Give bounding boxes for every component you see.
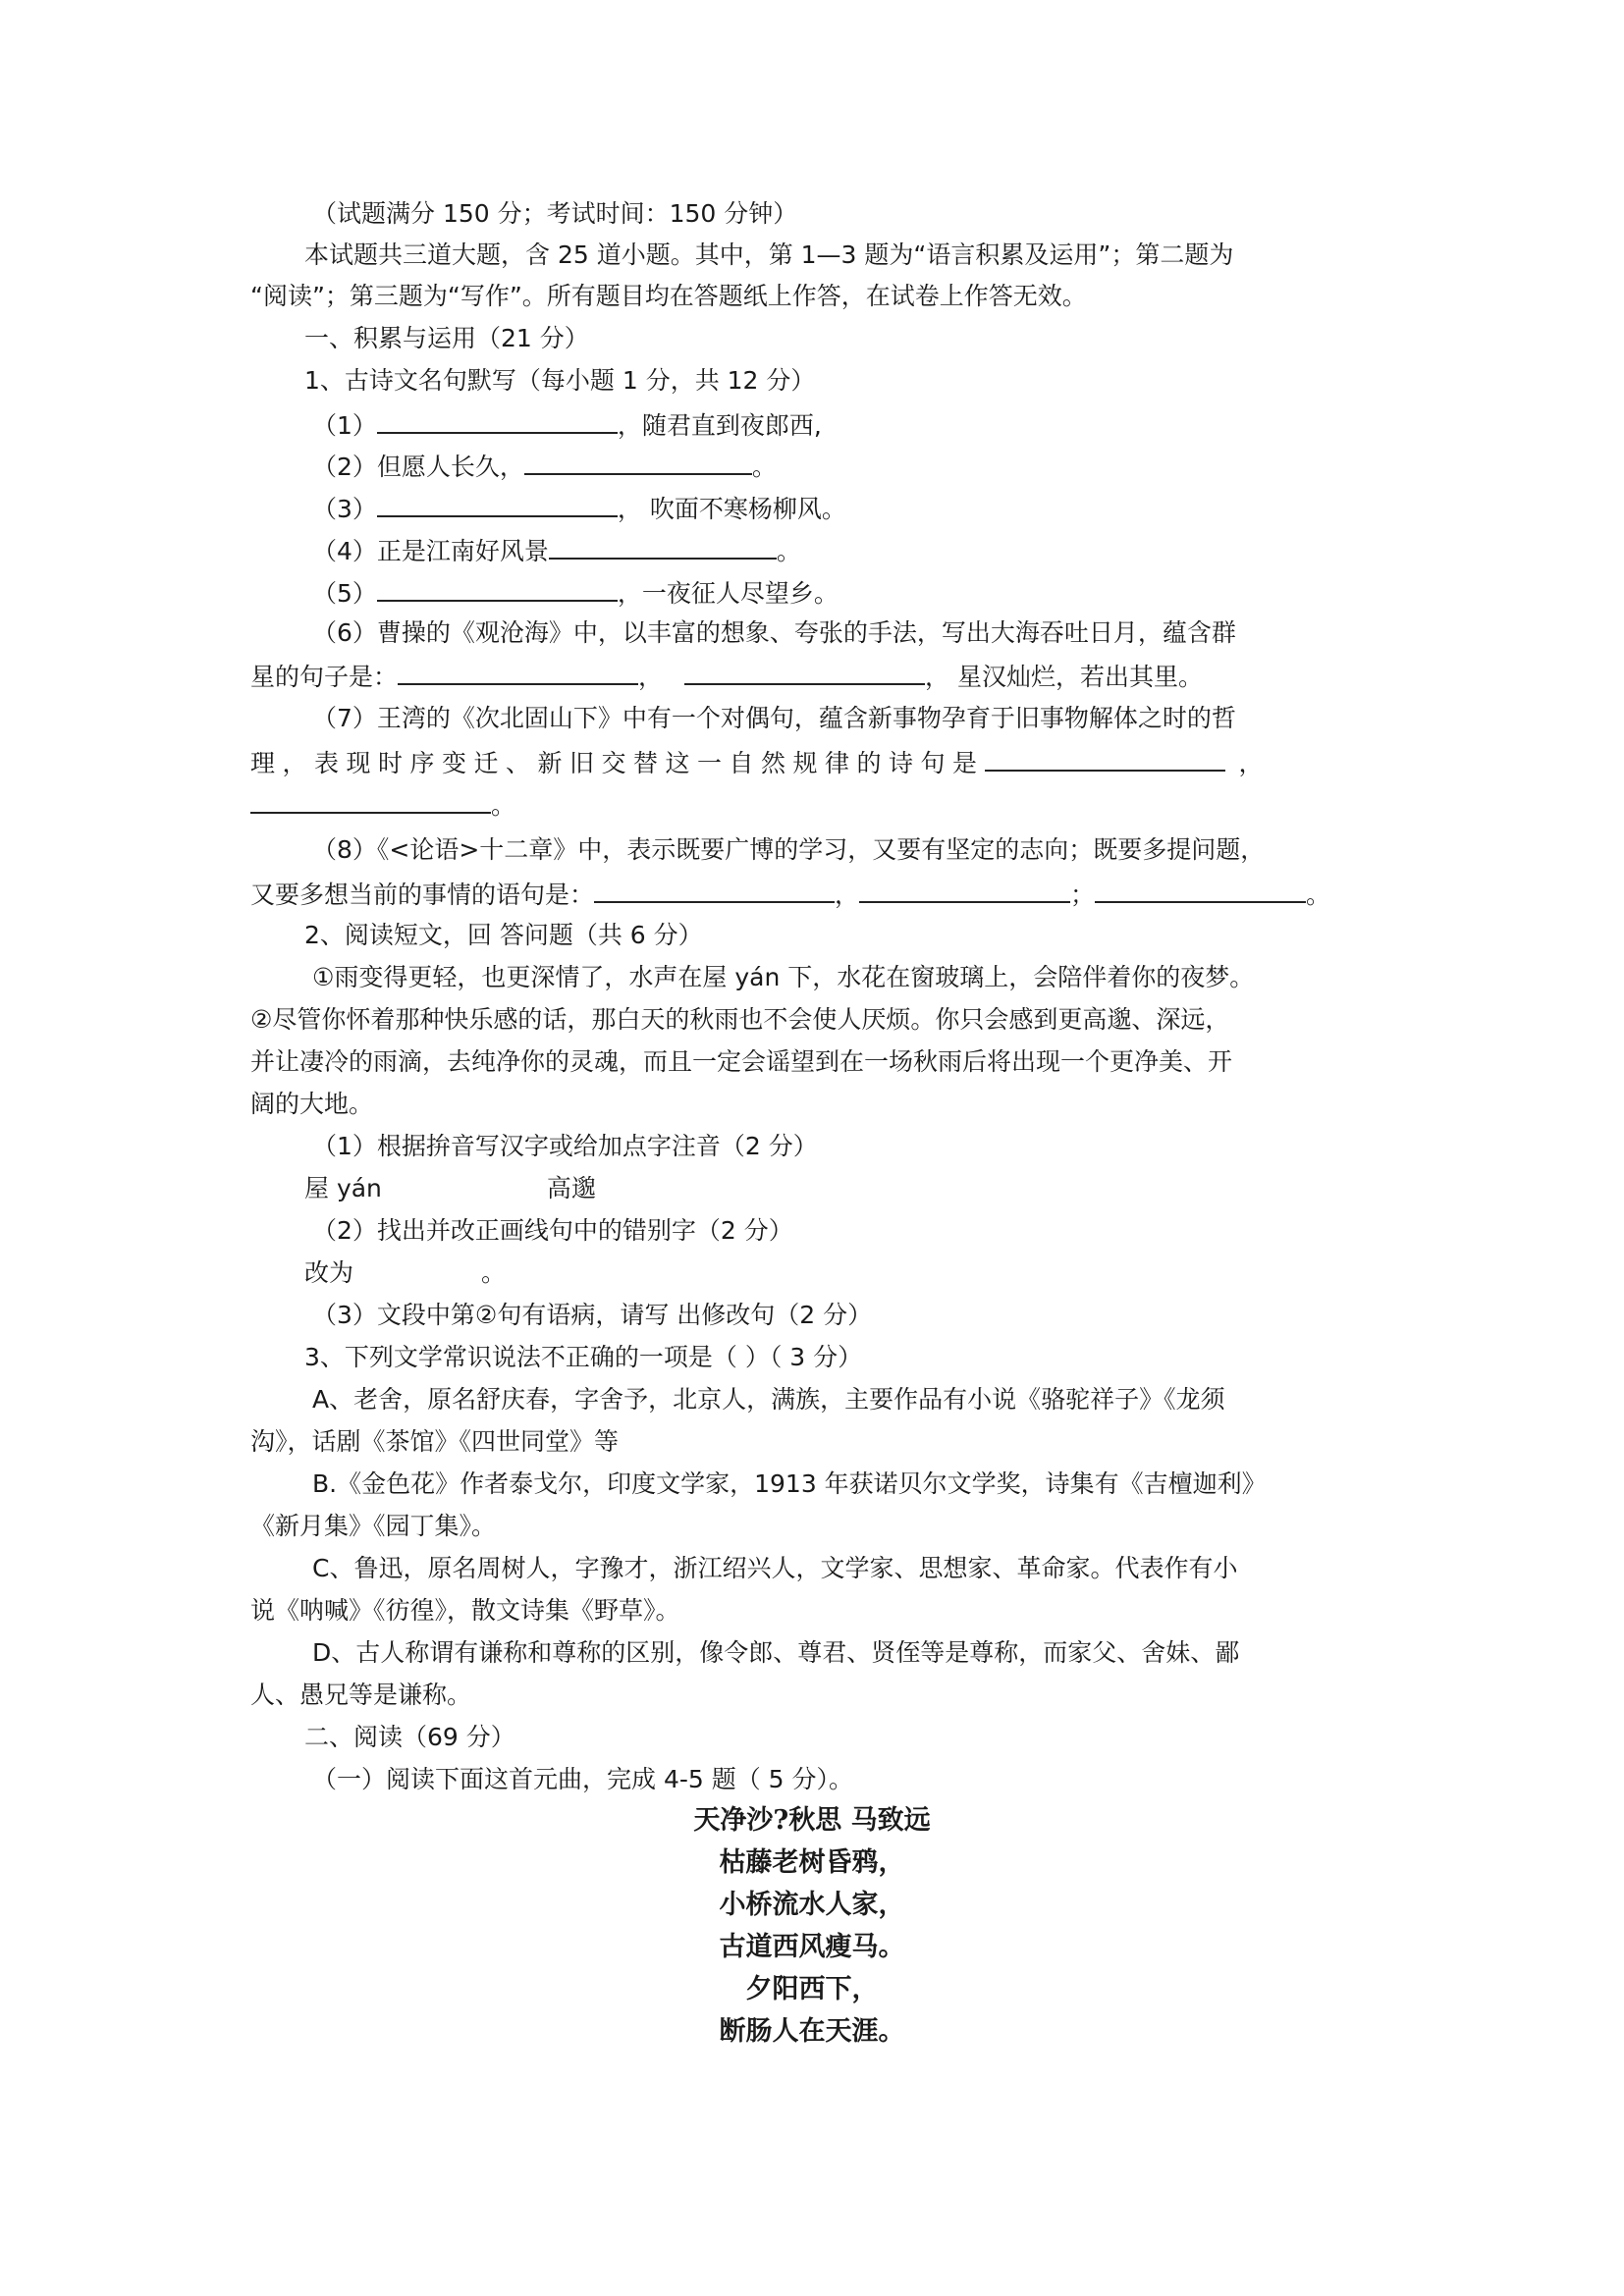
q2-sub-3: （3）文段中第②句有语病，请写 出修改句（2 分）	[312, 1301, 873, 1329]
q1-item-8-semicolon: ；	[1070, 881, 1096, 909]
q1-item-4	[0, 534, 1624, 566]
q1-item-4-suffix: 。	[776, 537, 801, 565]
answer-blank[interactable]	[859, 878, 1070, 903]
q1-item-6-sep: ，	[638, 663, 664, 691]
q2-sub-2: （2）找出并改正画线句中的错别字（2 分）	[312, 1216, 793, 1245]
answer-blank[interactable]	[594, 878, 835, 903]
q2-sub-1-a: 屋 yán	[304, 1174, 382, 1202]
q1-item-3-prefix: （3）	[312, 495, 377, 523]
answer-blank[interactable]	[549, 534, 777, 560]
q2-passage-line-2: ②尽管你怀着那种快乐感的话，那白天的秋雨也不会使人厌烦。你只会感到更高邈、深远，	[250, 1005, 1230, 1034]
answer-blank[interactable]	[985, 746, 1225, 772]
q2-title: 2、阅读短文，回 答问题（共 6 分）	[304, 921, 703, 949]
poem-line-2: 小桥流水人家，	[719, 1890, 905, 1920]
q3-option-d-line-2: 人、愚兄等是谦称。	[250, 1681, 472, 1709]
q1-item-4-prefix: （4）正是江南好风景	[312, 537, 549, 565]
q1-item-7-line-3	[0, 788, 1624, 821]
q1-item-8-line-1: （8）《<论语>十二章》中，表示既要广博的学习，又要有坚定的志向；既要多提问题，	[312, 835, 1266, 864]
poem-line-4: 夕阳西下，	[745, 1974, 879, 2004]
q3-option-b-line-1: B.《金色花》作者泰戈尔，印度文学家，1913 年获诺贝尔文学奖，诗集有《吉檀迦利》	[312, 1469, 1267, 1498]
q1-item-8-end: 。	[1306, 881, 1331, 909]
q1-title: 1、古诗文名句默写（每小题 1 分，共 12 分）	[304, 366, 816, 395]
q1-item-6-line-2	[0, 660, 1624, 692]
q1-item-7-line-2	[250, 746, 1350, 778]
q1-item-7-end: 。	[491, 791, 516, 820]
q3-option-c-line-2: 说《呐喊》《彷徨》，散文诗集《野草》。	[250, 1596, 680, 1625]
q1-item-7-text: 理，表现时序变迁、新旧交替这一自然规律的诗句是	[250, 749, 985, 777]
answer-blank[interactable]	[1095, 878, 1306, 903]
q3-option-d-line-1: D、古人称谓有谦称和尊称的区别，像令郎、尊君、贤侄等是尊称，而家父、舍妹、鄙	[312, 1638, 1240, 1667]
poem-line-1: 枯藤老树昏鸦，	[719, 1847, 905, 1878]
answer-blank[interactable]	[377, 576, 618, 602]
q2-sub-2-end: 。	[481, 1258, 507, 1287]
q1-item-2	[0, 450, 1624, 482]
q1-item-7-line-1: （7）王湾的《次北固山下》中有一个对偶句，蕴含新事物孕育于旧事物解体之时的哲	[312, 704, 1236, 732]
q1-item-1	[0, 408, 1624, 441]
q1-item-5-prefix: （5）	[312, 579, 377, 608]
q1-item-5	[0, 576, 1624, 609]
q2-passage-line-4: 阔的大地。	[250, 1090, 374, 1118]
q2-sub-2-answer	[0, 1258, 1624, 1288]
q1-item-3	[0, 492, 1624, 524]
q1-item-1-prefix: （1）	[312, 411, 377, 440]
q1-item-2-suffix: 。	[751, 453, 777, 481]
q3-title: 3、下列文学常识说法不正确的一项是（ ）（ 3 分）	[304, 1343, 863, 1371]
reading-part-1-title: （一）阅读下面这首元曲，完成 4-5 题（ 5 分）。	[312, 1765, 854, 1793]
q1-item-6-line-1: （6）曹操的《观沧海》中，以丰富的想象、夸张的手法，写出大海吞吐日月，蕴含群	[312, 618, 1236, 647]
poem-line-5: 断肠人在天涯。	[719, 2016, 905, 2047]
intro-line-2: “阅读”；第三题为“写作”。所有题目均在答题纸上作答，在试卷上作答无效。	[250, 282, 1087, 310]
q3-option-c-line-1: C、鲁迅，原名周树人，字豫才，浙江绍兴人，文学家、思想家、革命家。代表作有小	[312, 1554, 1238, 1582]
poem-line-3: 古道西风瘦马。	[719, 1932, 905, 1962]
q1-item-5-suffix: ，一夜征人尽望乡。	[617, 579, 839, 608]
answer-blank[interactable]	[684, 660, 925, 685]
section2-title: 二、阅读（69 分）	[304, 1723, 515, 1751]
q1-item-6-suffix: ， 星汉灿烂，若出其里。	[925, 663, 1203, 691]
q3-option-a-line-2: 沟》，话剧《茶馆》《四世同堂》等	[250, 1427, 620, 1456]
q1-item-8-comma: ，	[835, 881, 860, 909]
q1-item-3-suffix: ， 吹面不寒杨柳风。	[617, 495, 846, 523]
q2-passage-line-1: ①雨变得更轻，也更深情了，水声在屋 yán 下，水花在窗玻璃上，会陪伴着你的夜梦。	[312, 963, 1255, 991]
q2-sub-1-items	[0, 1174, 1624, 1203]
score-time-line: （试题满分 150 分；考试时间：150 分钟）	[312, 199, 798, 228]
q3-option-a-line-1: A、老舍，原名舒庆春，字舍予，北京人，满族，主要作品有小说《骆驼祥子》《龙须	[312, 1385, 1225, 1414]
q2-sub-2-label: 改为	[304, 1258, 354, 1287]
q1-item-2-prefix: （2）但愿人长久，	[312, 453, 524, 481]
answer-blank[interactable]	[398, 660, 638, 685]
q1-item-7-comma: ，	[1238, 749, 1264, 777]
q2-sub-1-b: 高邈	[546, 1174, 596, 1202]
answer-blank[interactable]	[377, 408, 618, 434]
intro-line-1: 本试题共三道大题，含 25 道小题。其中，第 1—3 题为“语言积累及运用”；第二题为	[304, 240, 1234, 269]
answer-blank[interactable]	[524, 450, 752, 475]
q2-passage-line-3: 并让凄冷的雨滴，去纯净你的灵魂，而且一定会谣望到在一场秋雨后将出现一个更净美、开	[250, 1047, 1233, 1076]
q1-item-8-prefix: 又要多想当前的事情的语句是：	[250, 881, 595, 909]
poem-title: 天净沙?秋思 马致远	[693, 1805, 931, 1836]
section1-title: 一、积累与运用（21 分）	[304, 324, 589, 352]
answer-blank[interactable]	[377, 492, 618, 517]
q1-item-1-suffix: ，随君直到夜郎西,	[617, 411, 822, 440]
q2-sub-1: （1）根据拚音写汉字或给加点字注音（2 分）	[312, 1132, 818, 1160]
q1-item-8-line-2	[0, 878, 1624, 910]
q1-item-6-prefix: 星的句子是：	[250, 663, 399, 691]
q3-option-b-line-2: 《新月集》《园丁集》。	[250, 1512, 497, 1540]
answer-blank[interactable]	[250, 788, 491, 814]
